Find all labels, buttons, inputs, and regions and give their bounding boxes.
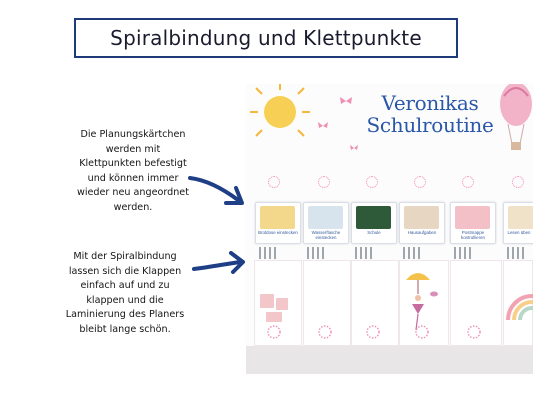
velcro-row — [246, 172, 533, 192]
chalkboard-icon — [356, 206, 391, 229]
note-line: lassen sich die Klappen — [68, 265, 182, 277]
arrow-right-icon — [186, 170, 248, 210]
ballerina-umbrella-icon — [406, 273, 438, 330]
planner-card — [503, 202, 533, 244]
planner-photo — [246, 84, 533, 374]
butterfly-icon — [318, 97, 358, 150]
gift-box-icon — [260, 294, 288, 322]
velcro-dot-icon — [462, 176, 474, 188]
note-line: werden mit — [105, 143, 161, 155]
planner-card — [351, 202, 397, 244]
water-bottle-icon — [308, 206, 343, 229]
velcro-dot-icon — [512, 176, 524, 188]
page-title: Spiralbindung und Klettpunkte — [110, 26, 422, 50]
note-line: Klettpunkten befestigt — [79, 158, 187, 170]
note-line: wieder neu angeordnet — [77, 187, 189, 199]
velcro-dot-icon — [366, 176, 378, 188]
planner-card — [303, 202, 349, 244]
planner-card — [399, 202, 445, 244]
note-line: bleibt lange schön. — [79, 323, 171, 335]
velcro-dot-icon — [318, 176, 330, 188]
folder-icon — [455, 206, 490, 229]
planner-title-line: Schulroutine — [366, 113, 494, 137]
planner-title-line: Veronikas — [381, 91, 479, 115]
sun-icon — [264, 96, 296, 128]
books-icon — [508, 206, 533, 229]
planner-card — [255, 202, 301, 244]
velcro-dots — [268, 326, 480, 338]
planner-card — [450, 202, 496, 244]
note-line: werden. — [113, 201, 153, 213]
note-line: Laminierung des Planers — [65, 309, 185, 321]
card-label: Brotdose einstecken — [258, 230, 298, 235]
homework-icon — [404, 206, 439, 229]
arrow-right-icon — [190, 250, 248, 276]
card-label: Schule — [367, 230, 381, 235]
balloon-icon — [500, 84, 532, 150]
planner-stand — [246, 346, 533, 374]
velcro-dot-icon — [268, 176, 280, 188]
lunchbox-icon — [260, 206, 295, 229]
card-label: Postmappe kontrollieren — [461, 230, 485, 240]
spiral-note — [40, 250, 210, 338]
planner-flap-art — [246, 260, 533, 346]
card-label: Hausaufgaben — [407, 230, 437, 235]
note-line: und können immer — [87, 172, 179, 184]
card-label: Lesen üben — [507, 230, 531, 235]
note-line: klappen und die — [86, 294, 164, 306]
planner-title — [360, 92, 500, 136]
title-box — [74, 18, 458, 58]
rainbow-icon — [508, 296, 533, 320]
note-line: Mit der Spiralbindung — [73, 251, 177, 262]
card-label: Wasserflasche einstecken — [311, 230, 341, 240]
note-line: Die Planungskärtchen — [80, 129, 186, 140]
velcro-dot-icon — [414, 176, 426, 188]
note-line: einfach auf und zu — [80, 280, 170, 292]
